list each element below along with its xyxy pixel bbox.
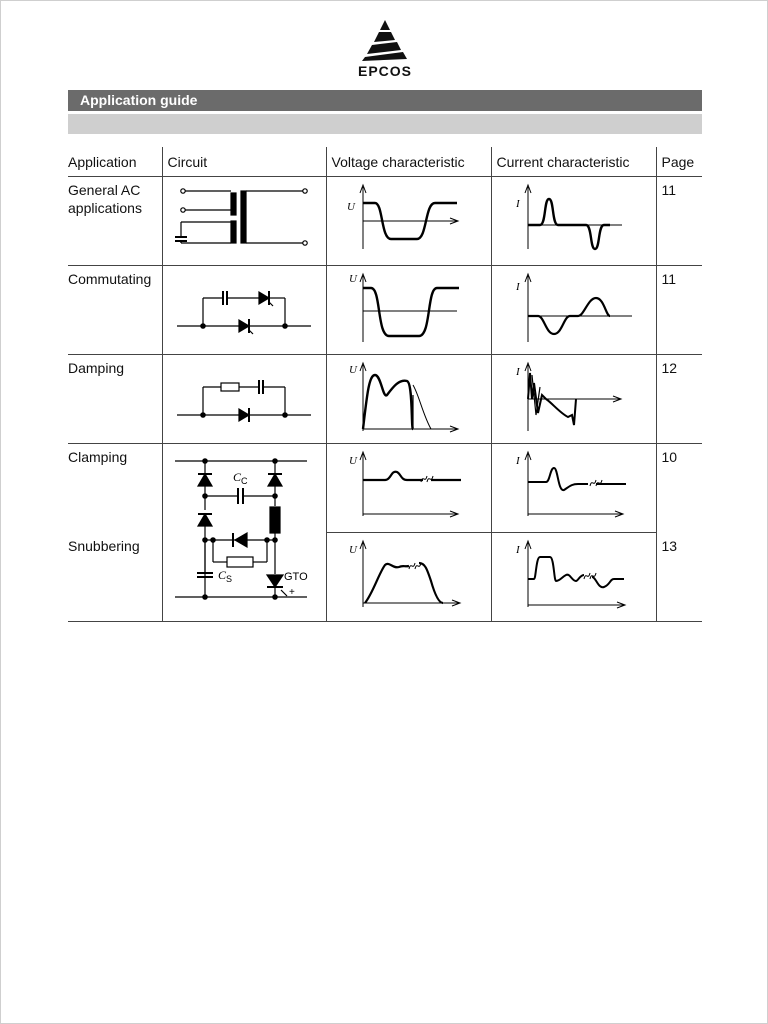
cc-subscript: C [240,476,247,486]
epcos-logo [350,18,420,80]
axis-label-i: I [515,455,520,467]
current-commutating [491,266,656,355]
page-cell: 10 [656,444,702,533]
page-title: Application guide [68,90,702,111]
axis-label-u: U [348,544,357,556]
column-header-circuit: Circuit [162,147,326,177]
axis-label-u: U [346,201,355,213]
circuit-clamping-snubbering [162,444,326,622]
circuit-general-ac [162,177,326,266]
axis-label-u: U [348,455,357,467]
application-table [68,147,702,622]
cs-subscript: S [225,574,232,584]
current-damping [491,355,656,444]
application-cell: Clamping [68,449,128,465]
table-row [68,355,702,444]
page-cell: 11 [656,177,702,266]
axis-label-i: I [515,544,520,556]
application-cell: General AC applications [68,177,162,266]
current-snubbering [491,533,656,622]
epcos-triangle-icon [360,18,410,62]
application-cell: Damping [68,355,162,444]
sub-banner [68,114,702,134]
page-cell: 12 [656,355,702,444]
voltage-snubbering [326,533,491,622]
column-header-application: Application [68,147,162,177]
page-cell: 11 [656,266,702,355]
current-general-ac [491,177,656,266]
axis-label-i: I [515,366,520,378]
cc-label: C [232,470,241,484]
application-cell: Snubbering [68,533,162,622]
voltage-commutating [326,266,491,355]
axis-label-i: I [515,198,520,210]
axis-label-u: U [348,273,357,285]
table-row [68,177,702,266]
table-row [68,444,702,533]
axis-label-i: I [515,281,520,293]
voltage-general-ac [326,177,491,266]
page-cell: 13 [656,533,702,622]
brand-name: EPCOS [357,63,412,79]
voltage-clamping [326,444,491,533]
column-header-current: Current characteristic [491,147,656,177]
voltage-damping [326,355,491,444]
application-cell: Commutating [68,266,162,355]
circuit-commutating [162,266,326,355]
gto-label: GTO [283,571,308,583]
plus-label: + [288,587,295,598]
column-header-voltage: Voltage characteristic [326,147,491,177]
current-clamping [491,444,656,533]
table-header-row [68,147,702,177]
cs-label: C [217,568,226,582]
circuit-damping [162,355,326,444]
column-header-page: Page [656,147,702,177]
axis-label-u: U [348,364,357,376]
table-row [68,266,702,355]
